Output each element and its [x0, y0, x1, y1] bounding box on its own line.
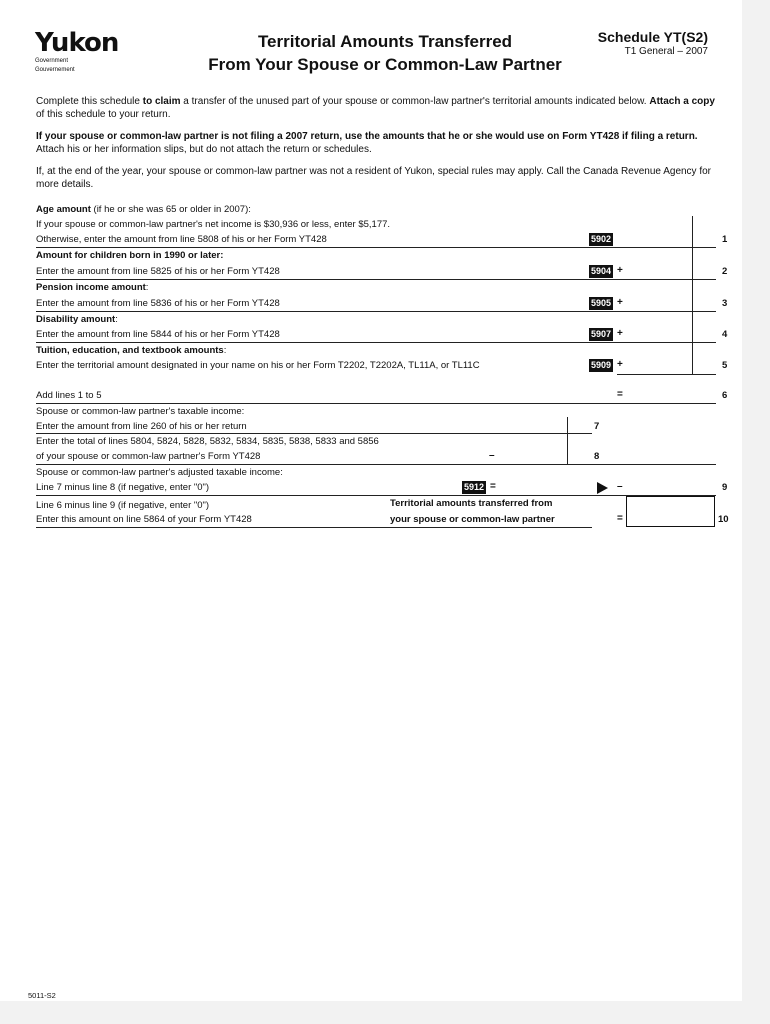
line-6-amount-field[interactable] [628, 390, 708, 402]
line-code-5905: 5905 [591, 298, 612, 308]
line-10-instruction-1: Line 6 minus line 9 (if negative, enter "0") [36, 500, 210, 511]
line-number-9: 9 [722, 482, 728, 493]
form-title [170, 31, 600, 77]
plus-sign: + [617, 265, 623, 276]
minus-sign: – [489, 450, 495, 461]
age-amount-heading [36, 204, 251, 215]
line-7-amount-field[interactable] [490, 421, 566, 433]
heading-bold: Pension income amount [36, 282, 146, 293]
line-code-5907: 5907 [591, 329, 612, 339]
logo-government-text: Government [35, 58, 69, 64]
equals-sign: = [617, 513, 623, 524]
line-9-instruction: Line 7 minus line 8 (if negative, enter "0") [36, 482, 210, 493]
line-8-instruction-1: Enter the total of lines 5804, 5824, 5828, 5832, 5834, 5835, 5838, 5833 and 5856 [36, 436, 379, 447]
add-lines-text: Add lines 1 to 5 [36, 390, 102, 401]
line-8-instruction-2: of your spouse or common-law partner's Form YT428 [36, 451, 261, 462]
intro-emphasis: If your spouse or common-law partner is not filing a 2007 return, use the amounts that he or she would use on Form YT428 if filing a return. [36, 131, 698, 142]
spouse-taxable-income-heading: Spouse or common-law partner's taxable income: [36, 406, 245, 417]
logo-wordmark: Yukon [35, 28, 119, 58]
line-3-amount-field[interactable] [628, 298, 691, 310]
tuition-amount-instruction: Enter the territorial amount designated in your name on his or her Form T2202, T2202A, TL11A, or TL11C [36, 360, 480, 371]
minus-sign: – [617, 481, 623, 492]
row-divider [36, 311, 716, 312]
row-divider [36, 279, 716, 280]
page-gutter-right [742, 0, 770, 1024]
disability-amount-instruction: Enter the amount from line 5844 of his or her Form YT428 [36, 329, 280, 340]
schedule-name: Schedule YT(S2) [597, 29, 708, 45]
row-divider [36, 403, 716, 404]
pension-amount-heading [36, 282, 148, 293]
intro-emphasis: Attach a copy [649, 96, 715, 107]
line-4-amount-field[interactable] [628, 329, 691, 341]
line-10-instruction-2: Enter this amount on line 5864 of your Form YT428 [36, 514, 252, 525]
line-number-8: 8 [594, 451, 600, 462]
line-2-amount-field[interactable] [628, 266, 691, 278]
form-code: 5011-S2 [28, 991, 56, 1000]
sum-rule [617, 374, 716, 375]
heading-bold: Tuition, education, and textbook amounts [36, 345, 224, 356]
age-amount-instruction: Otherwise, enter the amount from line 5808 of his or her Form YT428 [36, 234, 327, 245]
line-8-amount-field[interactable] [500, 451, 566, 463]
children-amount-instruction: Enter the amount from line 5825 of his or her Form YT428 [36, 266, 280, 277]
intro-text: of this schedule to your return. [36, 109, 171, 120]
heading-colon: : [115, 314, 118, 325]
line-number-10: 10 [718, 514, 729, 525]
plus-sign: + [617, 359, 623, 370]
row-divider [36, 247, 716, 248]
equals-sign: = [490, 481, 496, 492]
age-amount-condition: If your spouse or common-law partner's net income is $30,936 or less, enter $5,177. [36, 219, 391, 230]
intro-text: a transfer of the unused part of your spouse or common-law partner's territorial amounts indicated below. [180, 96, 650, 107]
line-code-5902: 5902 [591, 234, 612, 244]
pension-amount-instruction: Enter the amount from line 5836 of his or her Form YT428 [36, 298, 280, 309]
intro-text: Attach his or her information slips, but do not attach the return or schedules. [36, 144, 372, 155]
heading-bold: Disability amount [36, 314, 116, 325]
adjusted-taxable-income-heading: Spouse or common-law partner's adjusted taxable income: [36, 467, 283, 478]
heading-colon: : [223, 345, 227, 356]
inner-column-rule [567, 417, 568, 464]
intro-emphasis: to claim [142, 96, 181, 107]
line-number-4: 4 [722, 329, 728, 340]
amount-column-rule [692, 216, 693, 374]
line-number-3: 3 [722, 298, 728, 309]
row-divider [36, 464, 716, 465]
title-line-1: Territorial Amounts Transferred [257, 32, 513, 51]
line-9-amount-field[interactable] [628, 482, 691, 494]
yukon-logo [35, 30, 118, 74]
line-code-5904: 5904 [591, 266, 612, 276]
intro-paragraph-3: If, at the end of the year, your spouse or common-law partner was not a resident of Yukon, special rules may apply. Call the Canada Revenue Agency for more details. [36, 166, 712, 190]
title-line-2: From Your Spouse or Common-Law Partner [208, 55, 562, 74]
row-divider [36, 527, 592, 528]
right-arrow-icon [597, 482, 608, 494]
schedule-id [598, 29, 708, 59]
plus-sign: + [617, 328, 623, 339]
line-number-5: 5 [722, 360, 728, 371]
line-code-5912: 5912 [464, 482, 485, 492]
line-number-2: 2 [722, 266, 728, 277]
line-10-label-1: Territorial amounts transferred from [390, 498, 553, 509]
heading-rest: (if he or she was 65 or older in 2007): [90, 204, 251, 215]
page-gutter-bottom [0, 1001, 770, 1024]
line-10-label-2: your spouse or common-law partner [390, 514, 555, 525]
line-number-6: 6 [722, 390, 728, 401]
intro-paragraph-2 [36, 130, 716, 156]
line-9-calculation-field[interactable] [500, 482, 566, 494]
plus-sign: + [617, 297, 623, 308]
line-1-amount-field[interactable] [617, 234, 691, 246]
line-10-total-field[interactable] [626, 496, 715, 527]
heading-colon: : [145, 282, 149, 293]
form-year: T1 General – 2007 [624, 46, 708, 57]
intro-paragraph-1 [36, 95, 716, 121]
heading-bold: Age amount [36, 204, 91, 215]
logo-gouvernement-text: Gouvernement [35, 67, 75, 73]
line-7-instruction: Enter the amount from line 260 of his or her return [36, 421, 247, 432]
intro-text: Complete this schedule [36, 96, 143, 107]
line-5-amount-field[interactable] [628, 360, 691, 372]
tuition-amount-heading [36, 345, 226, 356]
row-divider [36, 342, 716, 343]
line-code-5909: 5909 [591, 360, 612, 370]
row-divider [36, 433, 592, 434]
children-amount-heading: Amount for children born in 1990 or later: [36, 250, 224, 261]
row-divider [36, 495, 716, 496]
equals-sign: = [617, 389, 623, 400]
disability-amount-heading [36, 314, 118, 325]
line-number-1: 1 [722, 234, 728, 245]
line-number-7: 7 [594, 421, 600, 432]
